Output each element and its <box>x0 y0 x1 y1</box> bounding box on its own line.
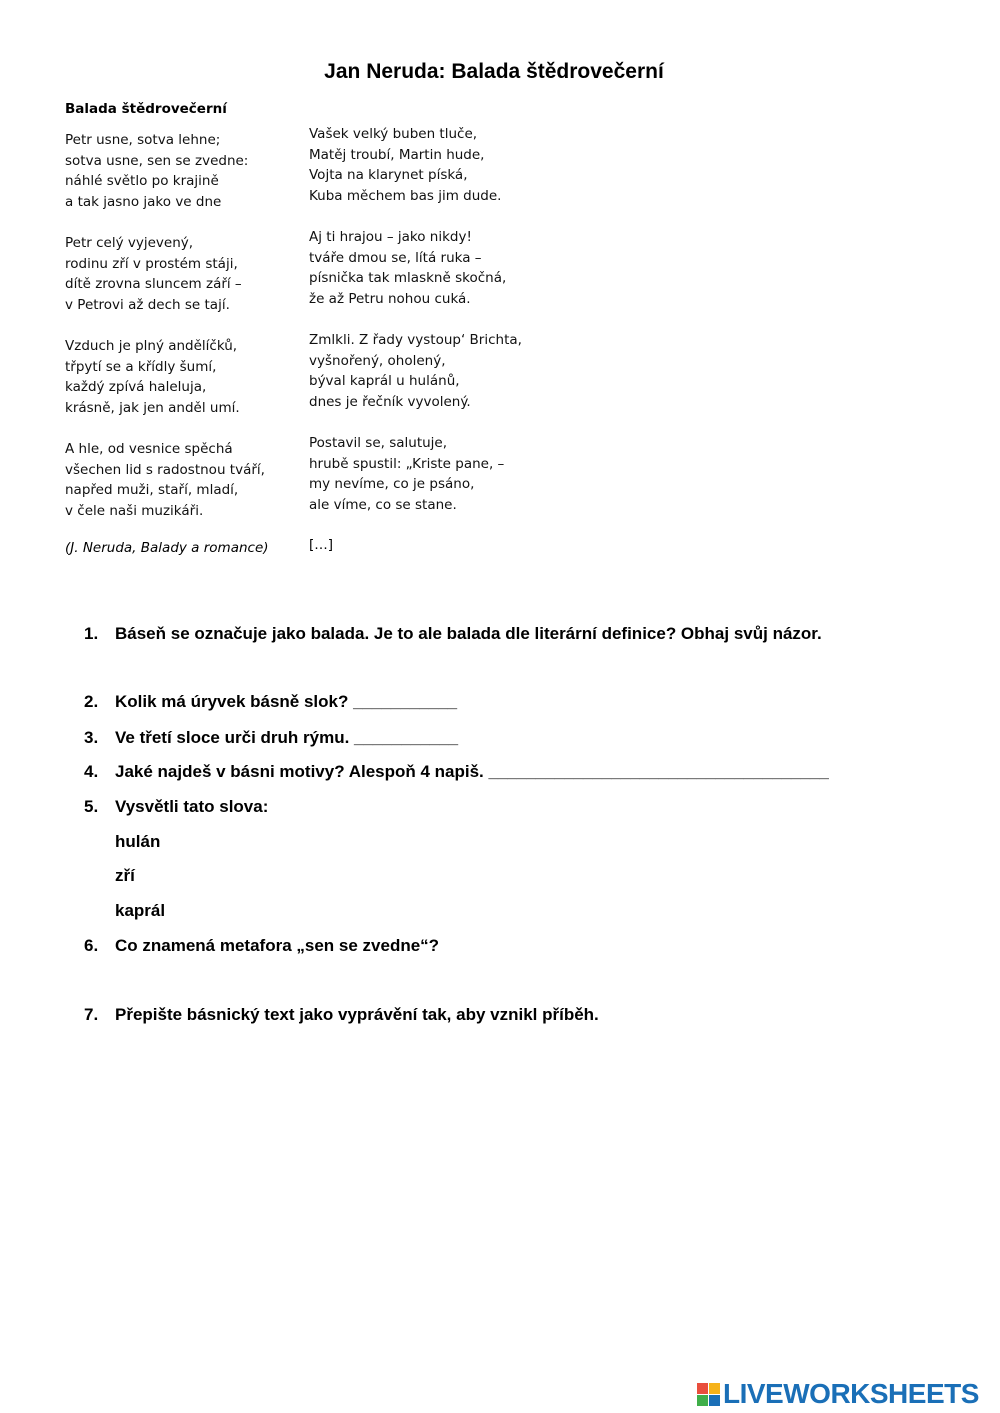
poem-line: dnes je řečník vyvolený. <box>309 393 471 410</box>
stanza <box>309 124 522 206</box>
poem-line: sotva usne, sen se zvedne: <box>65 152 249 169</box>
question-text: Co znamená metafora „sen se zvedne“? <box>115 936 440 955</box>
poem-line: dítě zrovna sluncem září – <box>65 276 242 292</box>
poem-line: krásně, jak jen anděl umí. <box>65 399 240 416</box>
poem-line: Petr usne, sotva lehne; <box>65 132 221 148</box>
question-number: 4. <box>84 762 99 781</box>
vocabulary-word: zří <box>115 866 135 885</box>
question-text: Vysvětli tato slova: <box>115 797 269 816</box>
poem-line: Petr celý vyjevený, <box>65 235 194 251</box>
stanza <box>309 433 522 515</box>
question-number: 6. <box>84 936 99 955</box>
poem-line: tváře dmou se, lítá ruka – <box>309 249 482 266</box>
poem-line: že až Petru nohou cuká. <box>309 290 471 307</box>
poem-line: každý zpívá haleluja, <box>65 379 207 395</box>
poem-ellipsis: […] <box>309 537 334 553</box>
poem-source: (J. Neruda, Balady a romance) <box>65 540 269 556</box>
poem-line: v čele naši muzikáři. <box>65 502 204 519</box>
poem-line: rodinu zří v prostém stáji, <box>65 255 238 272</box>
poem-line: náhlé světlo po krajině <box>65 173 219 189</box>
stanza <box>309 330 522 412</box>
poem-left-column <box>65 130 265 542</box>
question-number: 2. <box>84 692 99 711</box>
stanza <box>65 233 265 315</box>
question-number: 7. <box>84 1005 99 1024</box>
poem-line: A hle, od vesnice spěchá <box>65 441 233 457</box>
logo-block <box>709 1395 720 1406</box>
poem-line: Vašek velký buben tluče, <box>309 126 478 142</box>
poem-line: v Petrovi až dech se tají. <box>65 296 230 313</box>
poem-line: napřed muži, staří, mladí, <box>65 482 239 498</box>
poem-right-column <box>309 124 522 536</box>
poem-line: ale víme, co se stane. <box>309 496 457 513</box>
logo-block <box>697 1383 708 1394</box>
poem-heading: Balada štědrovečerní <box>65 101 227 117</box>
stanza <box>65 439 265 521</box>
question-number: 3. <box>84 728 99 747</box>
question-text: Ve třetí sloce urči druh rýmu. ___________ <box>115 728 459 747</box>
question-text: Jaké najdeš v básni motivy? Alespoň 4 napiš. ____________________________________ <box>115 762 829 781</box>
poem-line: Postavil se, salutuje, <box>309 435 448 451</box>
poem-line: Matěj troubí, Martin hude, <box>309 146 485 163</box>
vocabulary-word: hulán <box>115 832 161 851</box>
question-text: Přepište básnický text jako vyprávění tak, aby vznikl příběh. <box>115 1005 599 1024</box>
poem-line: my nevíme, co je psáno, <box>309 476 475 492</box>
poem-line: a tak jasno jako ve dne <box>65 193 222 210</box>
poem-line: všechen lid s radostnou tváří, <box>65 461 265 478</box>
poem-line: Vzduch je plný andělíčků, <box>65 338 238 354</box>
question-text: Báseň se označuje jako balada. Je to ale balada dle literární definice? Obhaj svůj názor. <box>115 624 822 643</box>
question-number: 1. <box>84 624 99 643</box>
stanza <box>309 227 522 309</box>
stanza <box>65 336 265 418</box>
question-text: Kolik má úryvek básně slok? ___________ <box>115 692 458 711</box>
poem-line: Vojta na klarynet píská, <box>309 167 468 183</box>
question-number: 5. <box>84 797 99 816</box>
poem-line: třpytí se a křídly šumí, <box>65 358 217 375</box>
stanza <box>65 130 265 212</box>
logo-blocks-icon <box>697 1383 720 1406</box>
logo-block <box>697 1395 708 1406</box>
vocabulary-word: kaprál <box>115 901 166 920</box>
logo-text: LIVEWORKSHEETS <box>723 1378 979 1409</box>
liveworksheets-logo <box>697 1378 979 1410</box>
poem-line: hrubě spustil: „Kriste pane, – <box>309 455 505 472</box>
poem-line: býval kaprál u hulánů, <box>309 373 460 389</box>
poem-line: vyšnořený, oholený, <box>309 352 446 369</box>
page-title: Jan Neruda: Balada štědrovečerní <box>324 60 664 83</box>
poem-line: písnička tak mlaskně skočná, <box>309 270 507 286</box>
poem-line: Zmlkli. Z řady vystoup‘ Brichta, <box>309 332 522 348</box>
poem-line: Aj ti hrajou – jako nikdy! <box>309 229 472 245</box>
poem-line: Kuba měchem bas jim dude. <box>309 187 502 204</box>
logo-block <box>709 1383 720 1394</box>
